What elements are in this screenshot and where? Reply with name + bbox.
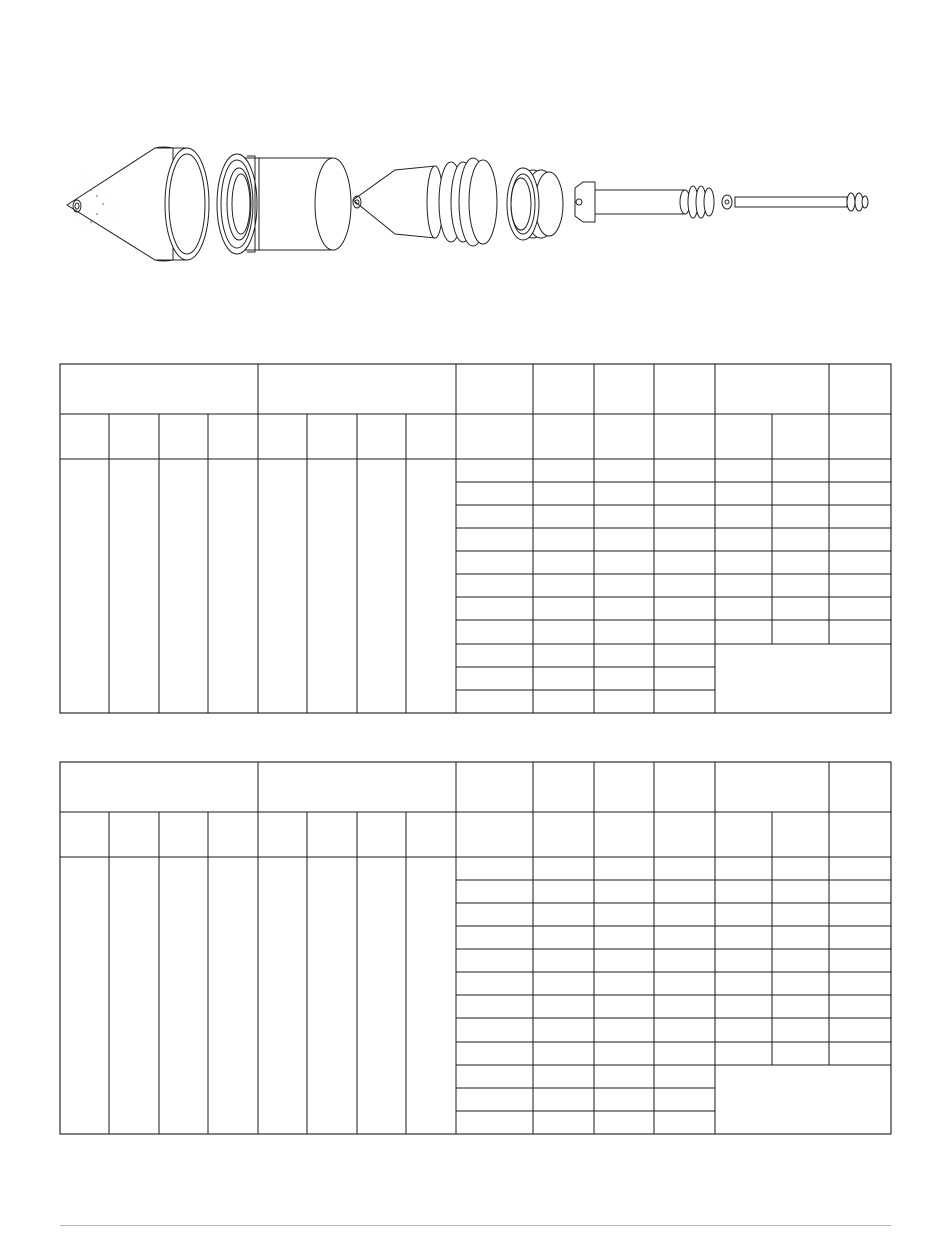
table-2-header-cell xyxy=(533,762,594,812)
table-2-header-cell xyxy=(258,762,456,812)
table-2-header-cell xyxy=(456,762,533,812)
table-2-header-cell xyxy=(654,762,715,812)
table-2-header-cell xyxy=(829,762,891,812)
table-2-header-cell xyxy=(60,762,258,812)
table-2-header-cell xyxy=(715,762,829,812)
footer-divider xyxy=(60,1225,891,1226)
table-2-header-cell xyxy=(594,762,654,812)
